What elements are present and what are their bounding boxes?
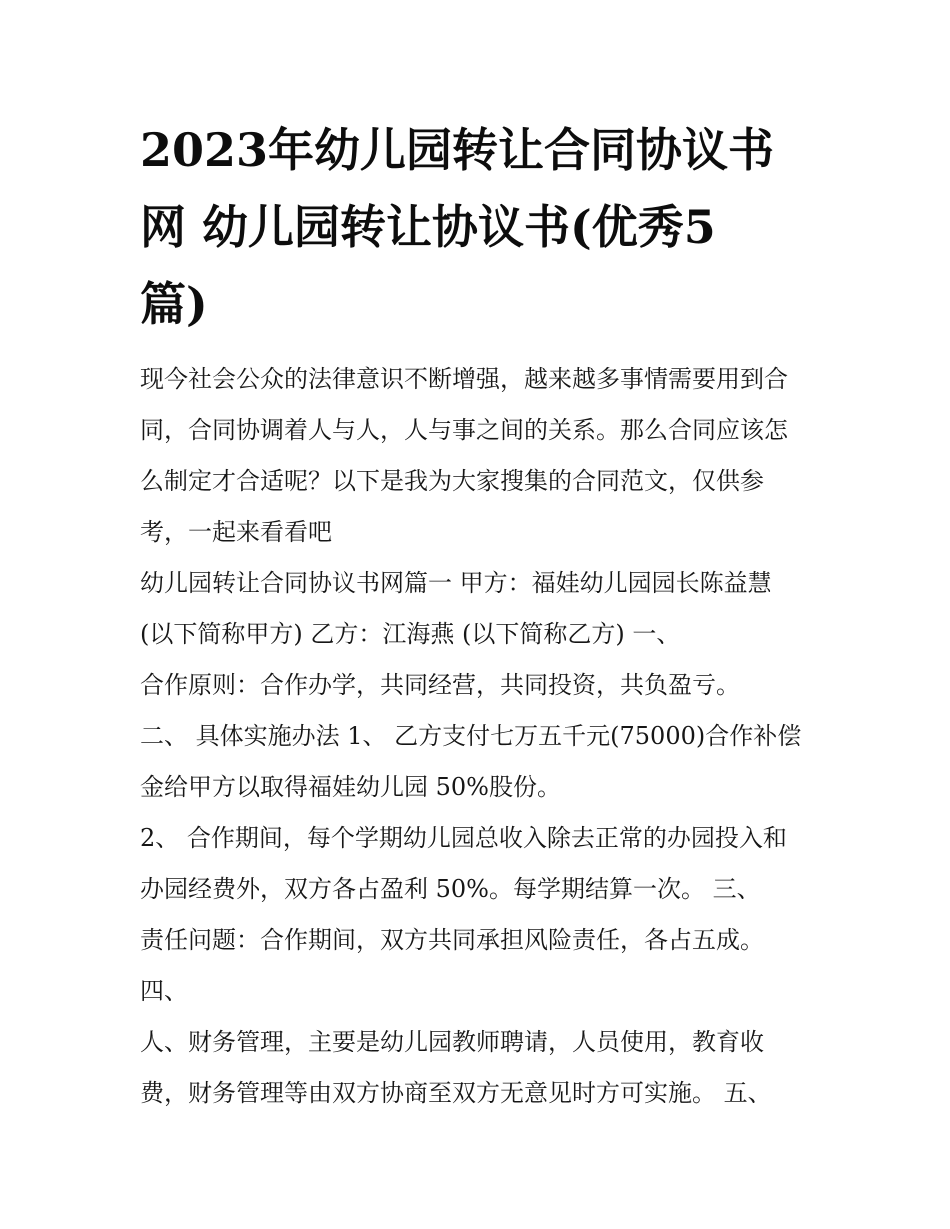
body-line: 现今社会公众的法律意识不断增强，越来越多事情需要用到合 xyxy=(140,365,788,393)
body-line: 幼儿园转让合同协议书网篇一 甲方：福娃幼儿园园长陈益慧 xyxy=(140,569,772,597)
body-line: 责任问题：合作期间，双方共同承担风险责任，各占五成。 xyxy=(140,926,764,954)
body-line: 人、财务管理，主要是幼儿园教师聘请，人员使用，教育收 xyxy=(140,1028,764,1056)
body-line: 费，财务管理等由双方协商至双方无意见时方可实施。 五、 xyxy=(140,1079,772,1107)
body-line: 办园经费外，双方各占盈利 50%。每学期结算一次。 三、 xyxy=(140,875,761,903)
body-line: 合作原则：合作办学，共同经营，共同投资，共负盈亏。 xyxy=(140,671,740,699)
title-line: 网 幼儿园转让协议书(优秀5 xyxy=(140,200,716,254)
document-body xyxy=(140,354,830,1119)
title-line: 2023年幼儿园转让合同协议书 xyxy=(140,123,775,177)
body-line: 四、 xyxy=(140,977,188,1005)
document-title xyxy=(140,112,820,343)
title-line: 篇) xyxy=(140,277,208,331)
body-line: 同，合同协调着人与人，人与事之间的关系。那么合同应该怎 xyxy=(140,416,788,444)
body-line: 考，一起来看看吧 xyxy=(140,518,332,546)
body-line: 2、 合作期间，每个学期幼儿园总收入除去正常的办园投入和 xyxy=(140,824,787,852)
body-line: 二、 具体实施办法 1、 乙方支付七万五千元(75000)合作补偿 xyxy=(140,722,802,750)
body-line: 金给甲方以取得福娃幼儿园 50%股份。 xyxy=(140,773,561,801)
body-line: (以下简称甲方) 乙方：江海燕 (以下简称乙方) 一、 xyxy=(140,620,681,648)
body-line: 么制定才合适呢？以下是我为大家搜集的合同范文，仅供参 xyxy=(140,467,764,495)
